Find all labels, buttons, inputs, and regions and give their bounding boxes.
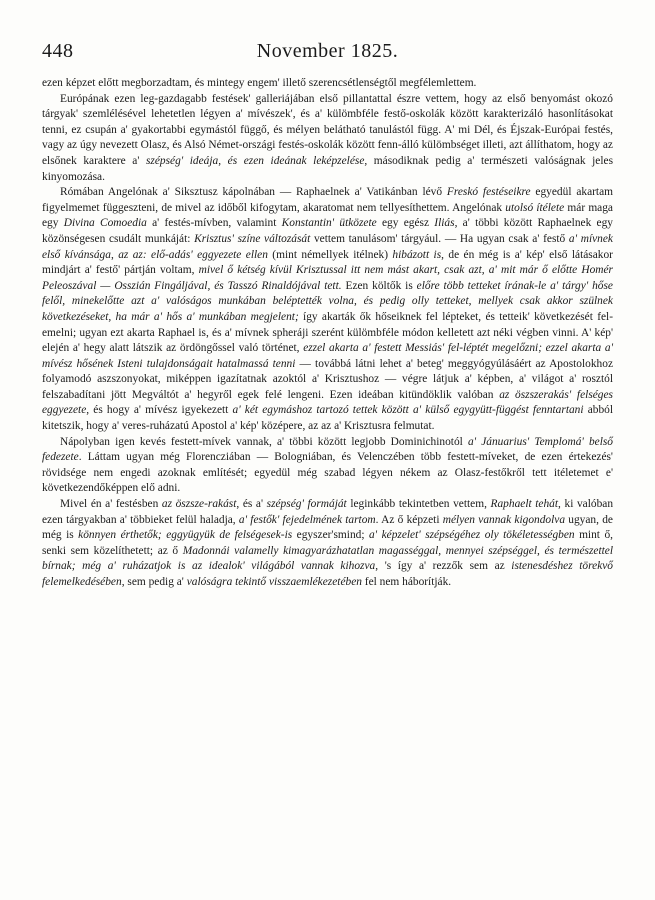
italic-run: istenesdéshez törekvő felemelkedésében (42, 560, 614, 588)
text-run: , és a' (236, 498, 267, 511)
text-run: leginkább tekintetben vettem, (346, 498, 491, 511)
italic-run: szépség' formáját (266, 498, 347, 511)
italic-run: utolsó ítélete (505, 201, 565, 214)
text-run: egy egész (376, 217, 435, 230)
text-run: , (218, 154, 228, 167)
paragraph (42, 76, 613, 92)
running-head: November 1825. (256, 40, 399, 62)
text-run: már maga egy (42, 201, 613, 230)
italic-run: a' képzelet' szépségéhez oly tökéletességben (368, 529, 575, 542)
italic-run: az az: elő-adás' eggyezete ellen (118, 248, 268, 261)
italic-run: mélyen vannak kigondolva (442, 513, 566, 526)
italic-run: valóságra tekintő visszaemlékezetében (186, 576, 362, 588)
text-run: mint ő, senki sem közelíthetett; az ő (42, 529, 613, 557)
italic-run: Madonnái valamelly kimagyarázhatatlan magasséggal, mennyei szépséggel, és természettel bírnak; még a' ruházatjok is az idealok' világából vannak kihozva (42, 544, 613, 573)
italic-run: ezzel akarta a' festett Messiás' fel-léptét megelőzni; ezzel akarta a' mívész hősének Isteni tulajdonságait hatalmassá tenni (42, 342, 613, 370)
text-run: ugyan, de még is (42, 513, 613, 542)
text-run: egyedül akartam figyelmemet függeszteni, de mivel az időből kifogytam, akaratomat nem tellyesíthettem. Angelónak (42, 186, 613, 214)
italic-run: a' Jánuarius' Templomá' belső fedezete (42, 435, 613, 464)
italic-run: az öszszerakás' felséges eggyezete (42, 388, 613, 417)
text-run: Mivel én a' festésben (60, 498, 162, 511)
italic-run: Konstantin' ütközete (281, 217, 377, 230)
text-run: . Láttam ugyan még Florencziában — Bologniában, és Velenczében több festett-míveket, de ezen értekezés' rövidsége nem engedi azoknak említését; egyedül még szabad légyen nékem az Olasz-festőkről tett itéletemet e' következendőképpen elő adni. (42, 451, 613, 495)
italic-run: Divina Comoedia (63, 217, 147, 230)
text-run: (mint némellyek itélnek) (267, 248, 393, 261)
italic-run: Krisztus' színe változását (194, 232, 311, 245)
text-run: , ki valóban ezen tárgyakban a' többieket felül haladja, (42, 498, 614, 526)
text-run: , sem pedig a' (121, 576, 187, 588)
text-run: így akarták ők hőseiknek fel lépteket, és tetteik' következését fel-emelni; ugyan ezt akarta Raphael is, és a' mívnek spheráji szerént külömbféle módon kelletett azt néki végben vinni. A' kép' elején a' hegy alatt látszik az ördöngőssel való történet, (42, 310, 614, 355)
italic-run: hibázott is (392, 248, 442, 261)
paragraph (42, 185, 613, 435)
italic-run: könnyen érthetők; eggyügyük de felségesek-is (78, 529, 293, 542)
text-run: egyszer'smind; (292, 529, 369, 542)
body-text (42, 76, 613, 591)
text-run: . Az ő képzeti (375, 513, 443, 526)
italic-run: mivel ő kétség kívül Krisztussal itt nem mást akart, csak azt, a' mit már ő előtte Homér Peleoszával — Osszián Fingáljával, és Tasszó Rinaldójával tett. (42, 264, 613, 292)
text-run: Ezen költők is (341, 279, 417, 292)
italic-run: Freskó festéseikre (446, 186, 531, 199)
text-run: , de én még is a' kép' első látásakor mindjárt a' festő' pártján voltam, (42, 248, 613, 277)
text-run: fel nem háborítják. (361, 576, 452, 588)
text-run: Európának ezen leg-gazdagabb festések' galleriájában első pillantattal észre vettem, hogy az első benyomást okozó tárgyak' szemlélésével lehetetlen légyen a' mívészek', és a' külömbféle festő-oskolák között karakterizáló hasonlításokat tenni, ez csupán a' gyakortabbi egymástól függő, és mélyen belátható tanulástól függ. A' mi Dél, és Éjszak-Európai festés, vagy az úgy nevezett Olasz, és Alsó Német-országi festés-oskolák között fenn-álló külömbséget illeti, azt állíthatom, hogy az elsőnek karaktere a' (42, 92, 613, 167)
page-number: 448 (42, 40, 74, 62)
paragraph (42, 497, 613, 591)
italic-run: Raphaelt tehát (490, 498, 559, 511)
text-run: Rómában Angelónak a' Siksztusz kápolnában — Raphaelnek a' Vatikánban lévő (60, 186, 447, 199)
text-run: abból kitetszik, hogy a' veres-ruházatú Apostol a' kép' középere, az az a' Krisztusra felmutat. (42, 404, 614, 433)
italic-run: előre több tetteket írának-le a' tárgy' hőse felől, minekelőtte azt a' valóságos munkában beléptették volna, és pedig olly tetteket, mellyek csak akkor szülnek következéseket, ha már a' hős a' munkában megjelent; (42, 279, 613, 323)
italic-run: az öszsze-rakást (161, 498, 237, 511)
italic-run: Iliás (434, 217, 455, 230)
italic-run: a' mívnek első kívánsága (42, 232, 613, 261)
text-run: ezen képzet előtt megborzadtam, és mintegy engem' illető szerencsétlenségtől megfélemlettem. (42, 77, 477, 89)
page-header (42, 40, 613, 70)
italic-run: és ezen ideának leképzelése (227, 154, 365, 167)
text-run: , 's így a' rezzők sem az (375, 560, 512, 573)
text-run: , és hogy a' mívész igyekezett (86, 404, 233, 417)
text-run: Nápolyban igen kevés festett-mívek vannak, a' többi között legjobb Dominichinotól (60, 435, 468, 448)
italic-run: szépség' ideája (145, 154, 219, 167)
paragraph (42, 435, 613, 497)
text-run: vettem tanulásom' tárgyául. — Ha ugyan csak a' festő (310, 232, 569, 245)
text-run: — továbbá látni lehet a' beteg' meggyógyúlásáért az Apostolokhoz folyamodó aszszonyokat, miképpen igazítatnak azoktól a' Krisztushoz — végre látjuk a' képben, a' világot a' rosztól felszabadítani jött Megváltót a' hegyről egek felé lengeni. Ezen ideában kitündöklik valóban (42, 357, 613, 401)
italic-run: a' két egymáshoz tartozó tettek között a' külső egygyütt-függést fenntartani (232, 404, 584, 417)
italic-run: a' festők' fejedelmének tartom (238, 513, 376, 526)
paragraph (42, 92, 613, 186)
text-run: , másodiknak pedig a' természeti valóságnak jeles kinyomozása. (42, 154, 614, 183)
text-run: a' festés-mívben, valamint (146, 217, 282, 230)
text-run: , a' többi között Raphaelnek egy közönségesen csudált munkáját: (42, 217, 614, 245)
text-run: , (110, 248, 119, 261)
